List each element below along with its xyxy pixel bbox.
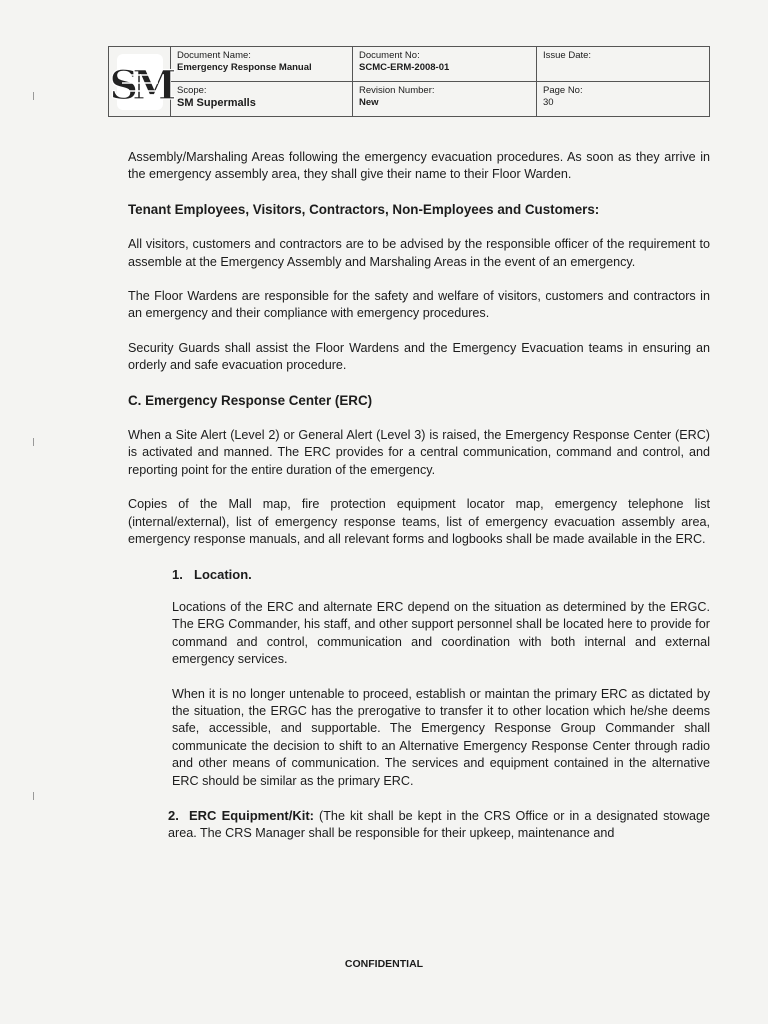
kit-title: ERC Equipment/Kit: xyxy=(188,807,314,823)
scope-cell xyxy=(171,82,353,117)
document-header-table xyxy=(108,46,710,117)
document-no-label: Document No: xyxy=(359,50,420,61)
heading-erc: C. Emergency Response Center (ERC) xyxy=(128,392,373,408)
page-no-value: 30 xyxy=(543,96,554,108)
page-no-cell xyxy=(537,82,709,117)
document-name-cell xyxy=(171,47,353,82)
paragraph-copies: Copies of the Mall map, fire protection equipment locator map, emergency telephone list (internal/external), list of emergency response teams, list of emergency evacuation assembly area, emergency response manuals, and all relevant forms and logbooks shall be made available in the ERC. xyxy=(128,497,710,547)
scope-value: SM Supermalls xyxy=(177,96,256,109)
sm-logo-icon xyxy=(108,53,171,111)
heading-tenant: Tenant Employees, Visitors, Contractors, Non-Employees and Customers: xyxy=(128,201,600,217)
issue-date-label: Issue Date: xyxy=(543,50,592,61)
svg-text:SM: SM xyxy=(108,61,171,109)
location-title: Location. xyxy=(194,566,252,582)
paragraph-wardens: The Floor Wardens are responsible for the safety and welfare of visitors, customers and contractors in an emergency and their compliance with emergency procedures. xyxy=(128,289,710,321)
confidential-footer: CONFIDENTIAL xyxy=(344,958,424,970)
document-name-label: Document Name: xyxy=(177,50,251,61)
revision-cell xyxy=(353,82,537,117)
scope-label: Scope: xyxy=(177,84,207,96)
revision-label: Revision Number: xyxy=(359,84,435,96)
paragraph-alert: When a Site Alert (Level 2) or General Alert (Level 3) is raised, the Emergency Response Center (ERC) is activated and manned. The ERC provides for a central communication, command and control, and reporting point for the entire duration of the emergency. xyxy=(128,428,710,477)
margin-mark xyxy=(33,438,34,446)
margin-mark xyxy=(33,92,34,100)
document-name-value: Emergency Response Manual xyxy=(177,62,312,73)
document-body xyxy=(128,149,710,843)
kit-number: 2. xyxy=(168,807,179,823)
document-no-cell xyxy=(353,47,537,82)
margin-mark xyxy=(33,792,34,800)
company-logo xyxy=(109,47,171,116)
paragraph-intro: Assembly/Marshaling Areas following the emergency evacuation procedures. As soon as they arrive in the emergency assembly area, they shall give their name to their Floor Warden. xyxy=(128,150,710,182)
paragraph-location-2: When it is no longer untenable to proceed, establish or maintan the primary ERC as dictated by the situation, the ERGC has the prerogative to transfer it to other location which he/she deems safe, accessible, and supportable. The Emergency Response Group Commander shall communicate the decision to shift to an Alternative Emergency Response Center through radio and other means of communication. The services and equipment contained in the alternative ERC should be similar as the primary ERC. xyxy=(172,686,710,788)
paragraph-erc-kit xyxy=(168,807,710,843)
document-no-value: SCMC-ERM-2008-01 xyxy=(359,62,450,73)
subheading-location xyxy=(172,566,710,583)
issue-date-cell xyxy=(537,47,709,82)
paragraph-security: Security Guards shall assist the Floor Wardens and the Emergency Evacuation teams in ensuring an orderly and safe evacuation procedure. xyxy=(128,340,710,373)
paragraph-visitors: All visitors, customers and contractors are to be advised by the responsible officer of the requirement to assemble at the Emergency Assembly and Marshaling Areas in the event of an emergency. xyxy=(128,237,710,269)
location-number: 1. xyxy=(172,566,183,582)
kit-text: (The kit shall be kept in the CRS Office or in a designated stowage area. The CRS Manager shall be responsible for their upkeep, maintenance and xyxy=(168,808,710,841)
page-no-label: Page No: xyxy=(543,84,583,96)
subsection-list xyxy=(128,566,710,843)
paragraph-location-1: Locations of the ERC and alternate ERC depend on the situation as determined by the ERGC. The ERG Commander, his staff, and other support personnel shall be located here to provide for command and control, communication and coordination with both internal and external emergency services. xyxy=(172,599,710,667)
revision-value: New xyxy=(359,96,379,108)
